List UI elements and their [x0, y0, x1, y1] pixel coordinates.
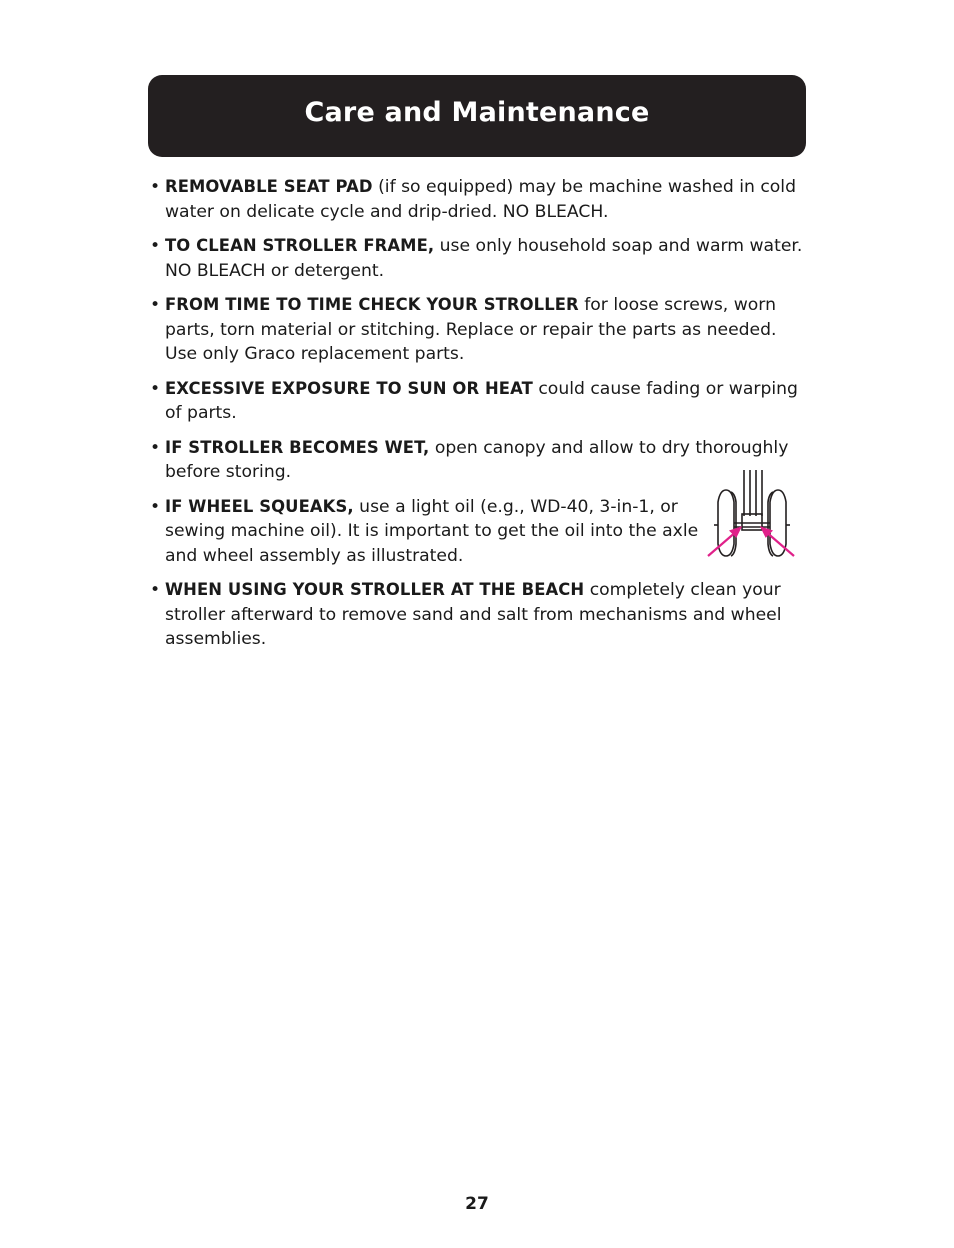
care-list [150, 175, 810, 662]
bullet: • [150, 496, 161, 517]
item-text: open canopy and allow to dry thoroughly before storing. [165, 437, 789, 482]
item-lead: IF WHEEL SQUEAKS, [165, 496, 354, 516]
item-text: use a light oil (e.g., WD-40, 3-in-1, or sewing machine oil). It is important to get the oil into the axle and wheel assembly as illustrated. [165, 496, 699, 566]
item-text: could cause fading or warping of parts. [165, 378, 798, 423]
list-item-clean-frame [150, 234, 810, 283]
item-lead: EXCESSIVE EXPOSURE TO SUN OR HEAT [165, 378, 533, 398]
item-lead: IF STROLLER BECOMES WET, [165, 437, 430, 457]
bullet: • [150, 580, 161, 600]
item-text: use only household soap and warm water. NO BLEACH or detergent. [165, 236, 803, 281]
list-item-check-stroller [150, 293, 810, 367]
list-item-beach [150, 578, 810, 652]
bullet: • [150, 295, 161, 315]
item-text: (if so equipped) may be machine washed in cold water on delicate cycle and drip-dried. NO BLEACH. [165, 177, 796, 222]
wheel-axle-oil-icon [704, 468, 800, 560]
list-item-sun-heat [150, 377, 810, 426]
bullet: • [150, 236, 161, 256]
item-lead: REMOVABLE SEAT PAD [165, 177, 373, 196]
list-item-seat-pad [150, 175, 810, 224]
bullet: • [150, 378, 161, 399]
item-lead: TO CLEAN STROLLER FRAME, [165, 236, 435, 255]
item-lead: FROM TIME TO TIME CHECK YOUR STROLLER [165, 295, 579, 314]
page-title: Care and Maintenance [304, 96, 650, 128]
bullet: • [150, 177, 161, 197]
page-number: 27 [465, 1194, 489, 1214]
item-text: for loose screws, worn parts, torn material or stitching. Replace or repair the parts as needed. Use only Graco replacement parts. [165, 295, 777, 364]
item-text: completely clean your stroller afterward to remove sand and salt from mechanisms and wheel assemblies. [165, 580, 782, 649]
list-item-wheel-squeaks [150, 495, 705, 569]
bullet: • [150, 437, 161, 458]
item-lead: WHEN USING YOUR STROLLER AT THE BEACH [165, 580, 585, 599]
header-bar [148, 75, 806, 157]
